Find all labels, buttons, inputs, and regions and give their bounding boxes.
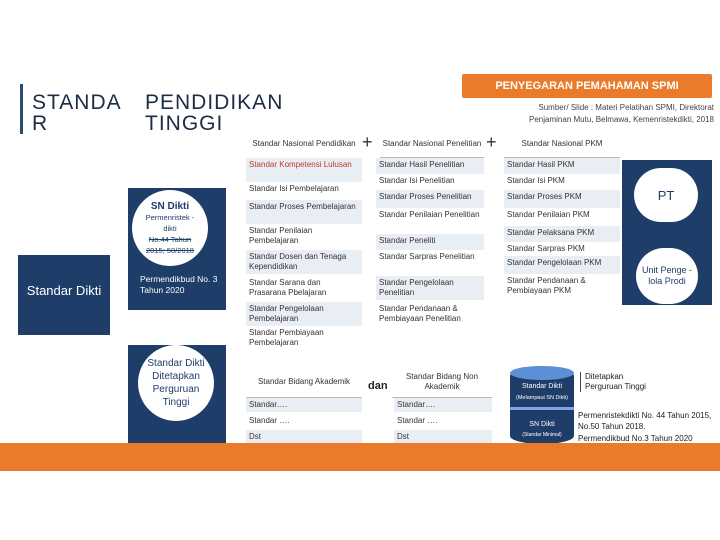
plus-1: + [362,132,373,152]
col1-item: Standar Pembiayaan Pembelajaran [246,326,362,350]
col3-item: Standar Pengelolaan PKM [504,256,620,274]
title-left-2: R [32,112,49,135]
title-left-1: STANDA [32,91,122,114]
source-note [452,102,714,126]
cylinder-label-4: (Standar Minimal) [522,432,562,438]
permen-number: No.44 Tahun 2015; 50/2018 [146,234,194,255]
permendikbud-label: Permendikbud No. 3 Tahun 2020 [140,274,218,295]
pt-circle: PT [634,168,698,222]
col3-head: Standar Nasional PKM [504,130,620,158]
col1-item: Standar Proses Pembelajaran [246,200,362,224]
akademik-head: Standar Bidang Akademik [246,366,362,398]
header-banner: PENYEGARAN PEMAHAMAN SPMI [462,74,712,98]
cylinder-label-3: SN Dikti [529,421,555,428]
col3-item: Standar Hasil PKM [504,158,620,174]
standar-dikti-label: Standar Dikti [26,283,102,298]
col3-item: Standar Sarpras PKM [504,242,620,256]
cylinder-label-1: Standar Dikti [521,383,563,390]
sn-dikti-title: SN Dikti [150,200,190,212]
col1-item: Standar Dosen dan Tenaga Kependidikan [246,250,362,274]
permenristek-label: Permenristek - dikti [145,212,195,233]
title-right-2: TINGGI [145,112,224,135]
col2-item: Standar Proses Penelitian [376,190,484,208]
footer-band [0,443,720,471]
akademik-item: Dst [246,430,362,444]
note-permen: Permenristekdikti No. 44 Tahun 2015, No.50 Tahun 2018. [578,411,712,431]
col3-item: Standar Isi PKM [504,174,620,190]
cylinder-label-2: (Melampaui SN Dikti) [516,395,568,401]
title-accent-bar [20,84,23,134]
col2-item: Standar Pengelolaan Penelitian [376,276,484,300]
col1-head: Standar Nasional Pendidikan [252,139,356,148]
source-line-1: Sumber/ Slide : Materi Pelatihan SPMI, Direktorat [538,103,714,112]
unit-circle: Unit Penge - lola Prodi [636,248,698,304]
non-akademik-head: Standar Bidang Non Akademik [392,366,492,398]
title-right-1: PENDIDIKAN [145,91,284,114]
sn-dikti-circle [132,190,208,266]
col3-item: Standar Pendanaan & Pembiayaan PKM [504,274,620,298]
non-akademik-item: Standar …. [394,414,492,428]
col2-item: Standar Pendanaan & Pembiayaan Penelitian [376,302,484,326]
col1-item: Standar Penilaian Pembelajaran [246,224,362,248]
col2-item: Standar Sarpras Penelitian [376,250,484,274]
non-akademik-item: Dst [394,430,492,444]
note-permendikbud: Permendikbud No.3 Tahun 2020 [578,434,693,443]
col3-item: Standar Pelaksana PKM [504,226,620,242]
col1-item: Standar Sarana dan Prasarana Pbelajaran [246,276,362,300]
plus-2: + [486,132,497,152]
col2-head: Standar Nasional Penelitian [380,130,484,158]
cylinder-top-icon [510,366,574,380]
ditetapkan-circle: Standar Dikti Ditetapkan Perguruan Tinggi [138,345,214,421]
dan-label: dan [368,380,388,392]
note-ditetapkan: Ditetapkan Perguruan Tinggi [580,372,648,392]
col2-item: Standar Isi Penelitian [376,174,484,190]
col2-item: Standar Penilaian Penelitian [376,208,484,232]
standar-dikti-box [18,255,110,335]
akademik-item: Standar…. [246,398,362,412]
col2-item: Standar Peneliti [376,234,484,250]
cylinder-divider [510,407,574,410]
source-line-2: Penjaminan Mutu, Belmawa, Kemenristekdikti, 2018 [529,115,714,124]
non-akademik-item: Standar…. [394,398,492,412]
col2-item: Standar Hasil Penelitian [376,158,484,174]
col1-item: Standar Isi Pembelajaran [246,182,362,200]
col3-item: Standar Proses PKM [504,190,620,208]
col1-item: Standar Pengelolaan Pembelajaran [246,302,362,326]
akademik-item: Standar …. [246,414,362,428]
col1-item: Standar Kompetensi Lulusan [246,158,362,182]
col3-item: Standar Penilaian PKM [504,208,620,224]
